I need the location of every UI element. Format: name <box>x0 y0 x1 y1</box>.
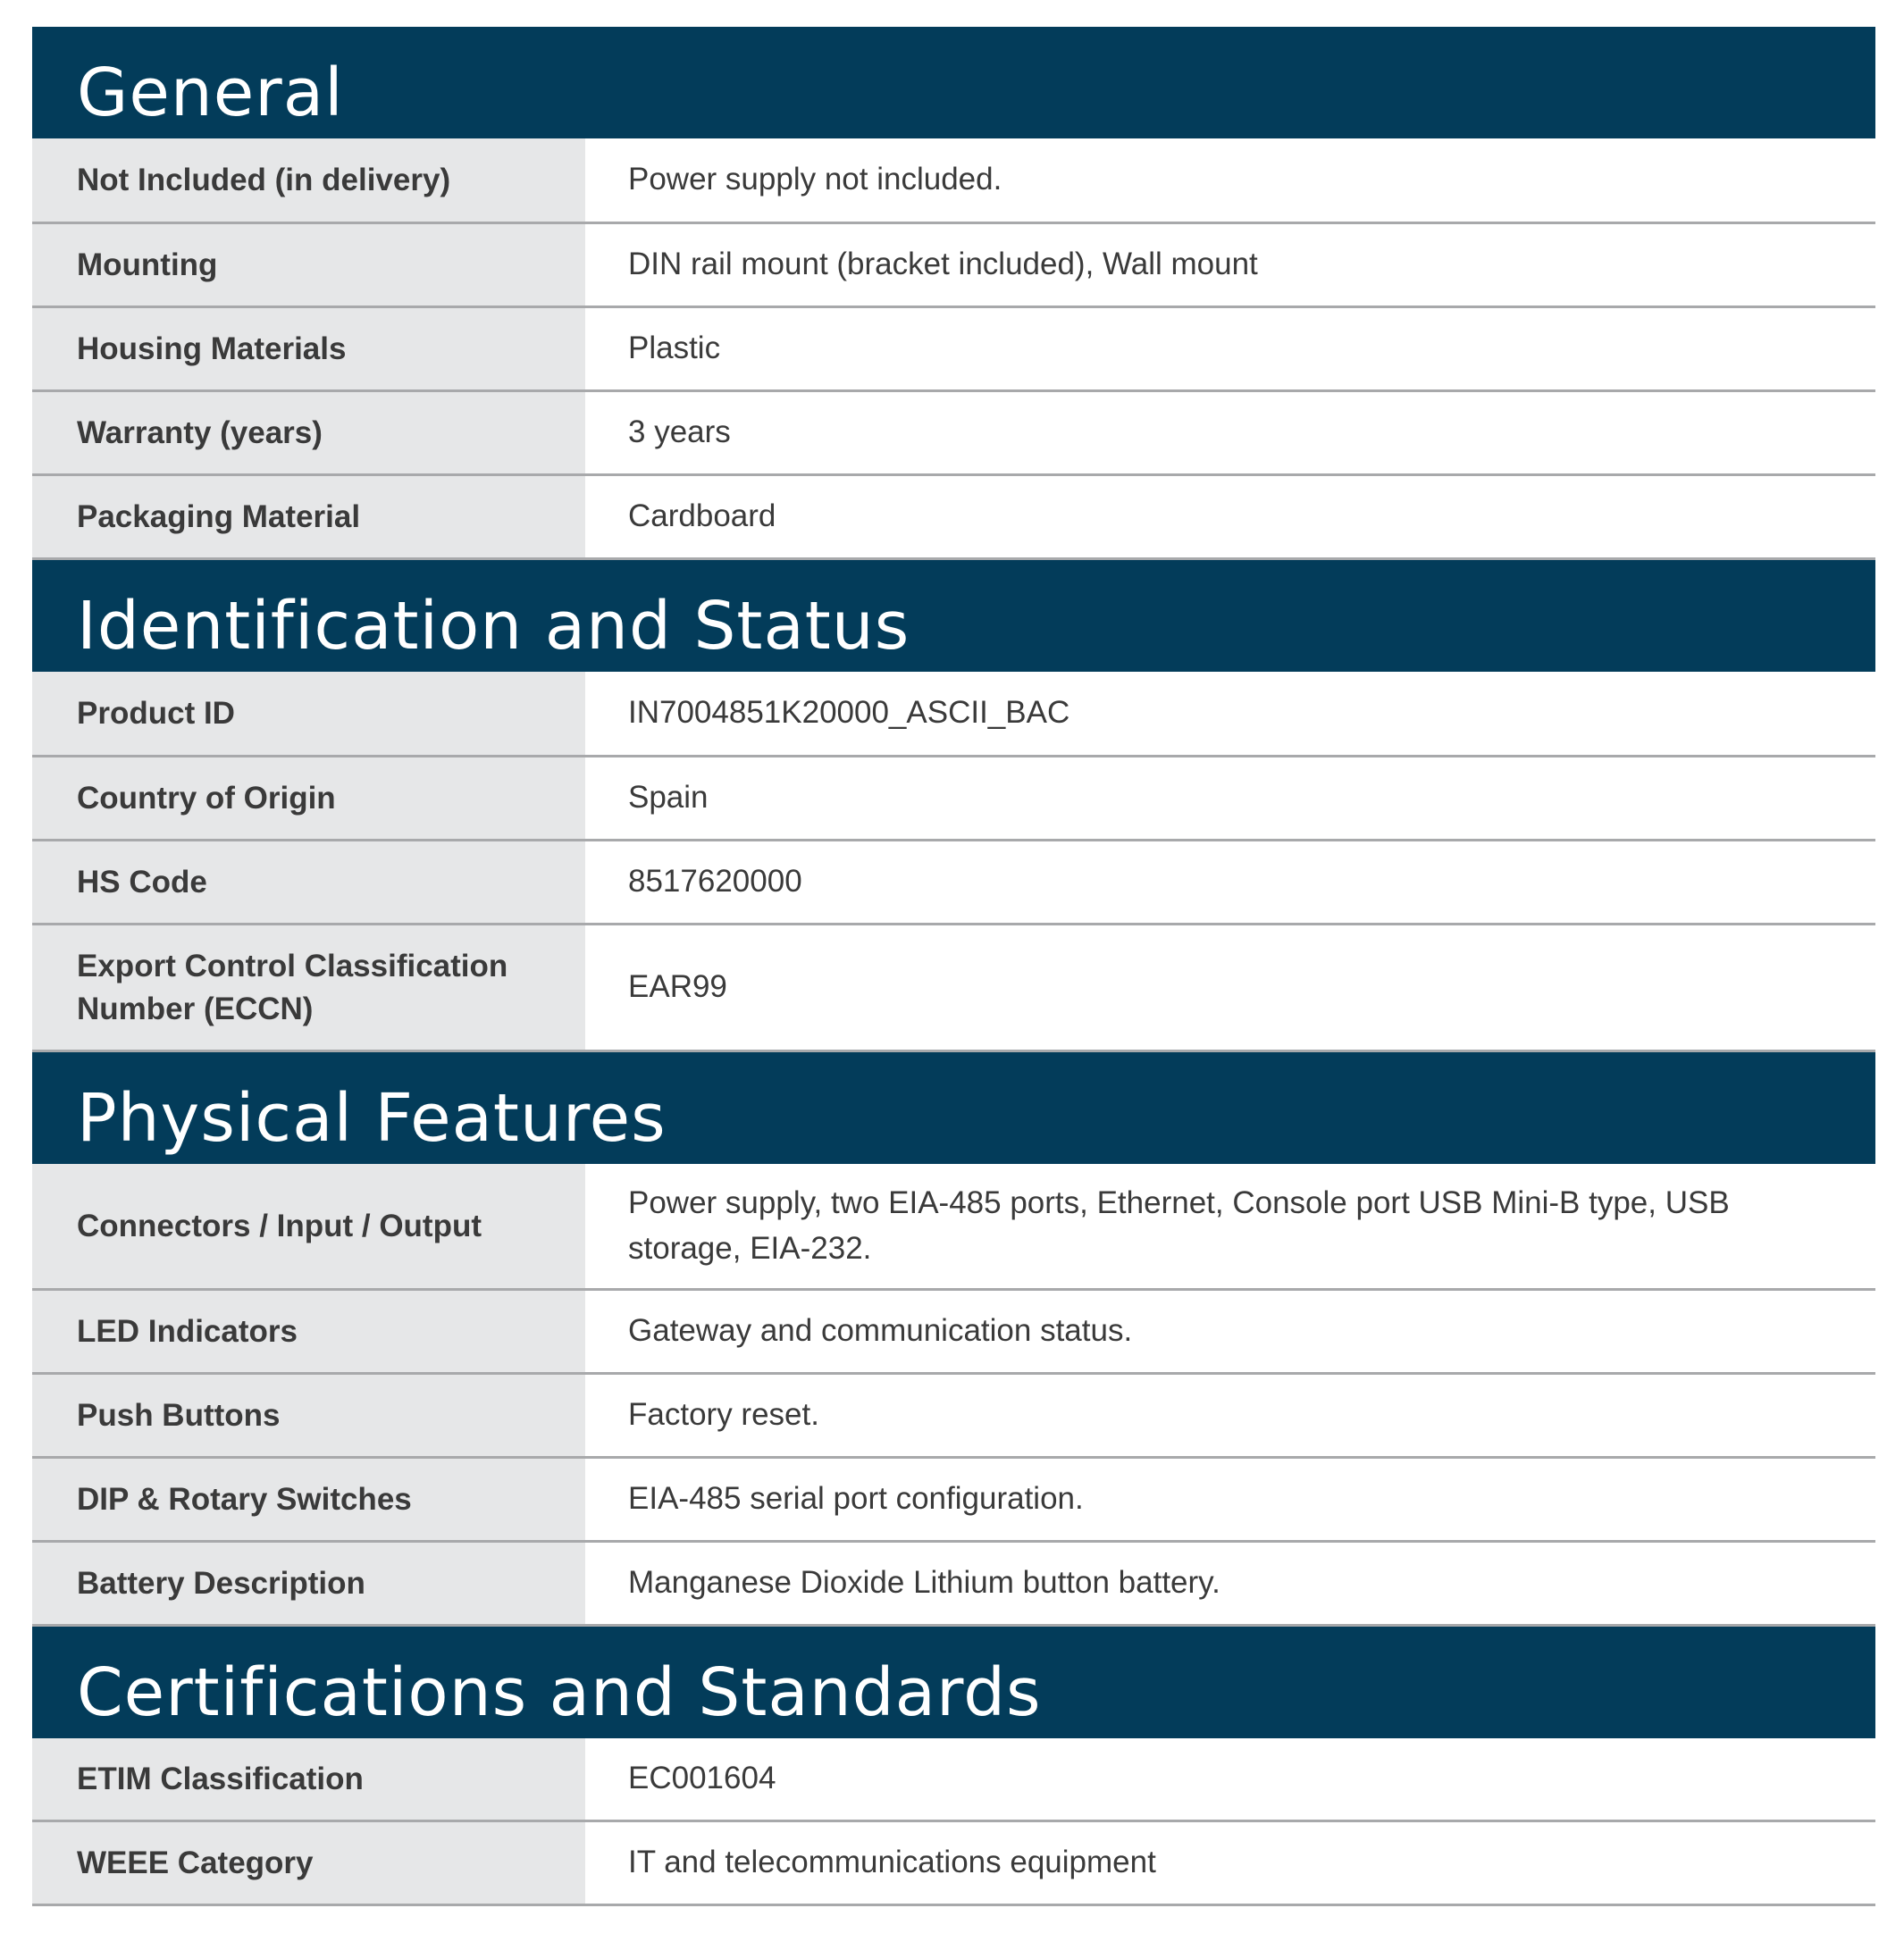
row-label: Not Included (in delivery) <box>32 138 585 222</box>
row-value: EC001604 <box>585 1738 1875 1820</box>
row-label: Country of Origin <box>32 757 585 839</box>
row-value: Power supply, two EIA-485 ports, Ethernet, Console port USB Mini-B type, USB storage, EIA-232. <box>585 1164 1875 1288</box>
row-label: HS Code <box>32 841 585 923</box>
table-row <box>32 672 1875 757</box>
table-row <box>32 1543 1875 1627</box>
table-row <box>32 1164 1875 1291</box>
row-value: Cardboard <box>585 476 1875 557</box>
row-value: EIA-485 serial port configuration. <box>585 1459 1875 1540</box>
row-label: Mounting <box>32 224 585 305</box>
table-row <box>32 1291 1875 1375</box>
table-row <box>32 757 1875 841</box>
row-value: 8517620000 <box>585 841 1875 923</box>
table-row <box>32 1822 1875 1906</box>
row-value: Gateway and communication status. <box>585 1291 1875 1372</box>
table-row <box>32 308 1875 392</box>
section-header-certifications: Certifications and Standards <box>32 1627 1875 1738</box>
table-row <box>32 476 1875 560</box>
row-label: DIP & Rotary Switches <box>32 1459 585 1540</box>
row-label: Push Buttons <box>32 1375 585 1456</box>
table-row <box>32 224 1875 308</box>
row-value: Power supply not included. <box>585 138 1875 222</box>
row-value: Factory reset. <box>585 1375 1875 1456</box>
table-row <box>32 1375 1875 1459</box>
row-value: IT and telecommunications equipment <box>585 1822 1875 1904</box>
table-row <box>32 925 1875 1052</box>
table-row <box>32 138 1875 224</box>
table-row <box>32 392 1875 476</box>
spec-sheet <box>32 27 1875 1906</box>
row-label: Battery Description <box>32 1543 585 1624</box>
row-label: Export Control Classification Number (ECCN) <box>32 925 585 1050</box>
row-value: EAR99 <box>585 925 1875 1050</box>
row-label: WEEE Category <box>32 1822 585 1904</box>
row-label: Warranty (years) <box>32 392 585 473</box>
section-header-general: General <box>32 27 1875 138</box>
row-value: Manganese Dioxide Lithium button battery. <box>585 1543 1875 1624</box>
table-row <box>32 841 1875 925</box>
row-value: 3 years <box>585 392 1875 473</box>
section-header-identification: Identification and Status <box>32 560 1875 672</box>
row-label: Connectors / Input / Output <box>32 1164 585 1288</box>
row-label: ETIM Classification <box>32 1738 585 1820</box>
row-value: Plastic <box>585 308 1875 389</box>
table-row <box>32 1459 1875 1543</box>
table-row <box>32 1738 1875 1822</box>
section-header-physical-features: Physical Features <box>32 1052 1875 1164</box>
row-value: IN7004851K20000_ASCII_BAC <box>585 672 1875 755</box>
row-label: LED Indicators <box>32 1291 585 1372</box>
row-label: Packaging Material <box>32 476 585 557</box>
row-value: Spain <box>585 757 1875 839</box>
row-label: Housing Materials <box>32 308 585 389</box>
row-value: DIN rail mount (bracket included), Wall mount <box>585 224 1875 305</box>
row-label: Product ID <box>32 672 585 755</box>
